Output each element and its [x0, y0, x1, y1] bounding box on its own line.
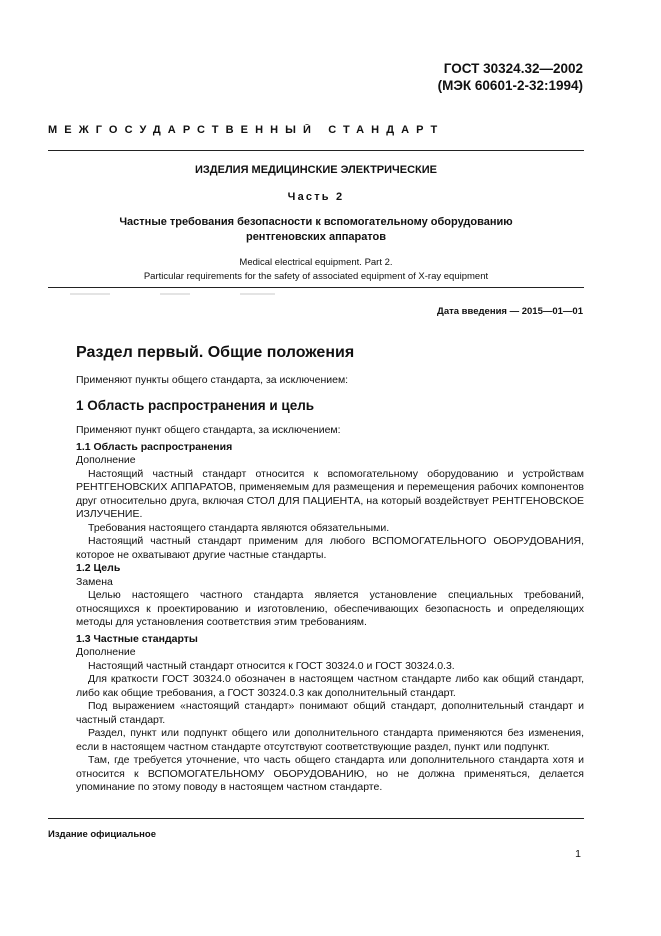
title-line-1: ИЗДЕЛИЯ МЕДИЦИНСКИЕ ЭЛЕКТРИЧЕСКИЕ — [194, 164, 438, 176]
title-line-2: Частные требования безопасности к вспомогательному оборудованию — [119, 216, 513, 228]
title-divider — [48, 287, 584, 288]
subclause-1-3-label: Дополнение — [76, 646, 136, 658]
introduction-date: Дата введения — 2015—01—01 — [437, 306, 583, 317]
title-ru — [48, 215, 584, 245]
title-en-line-2: Particular requirements for the safety of associated equipment of X-ray equipment — [143, 270, 489, 282]
footer-divider — [48, 818, 584, 819]
paragraph: Там, где требуется уточнение, что часть общего стандарта или дополнительного стандарта хотя и относится к ВСПОМОГАТЕЛЬНОМУ ОБОРУДОВАНИЮ, но не должна применяться, делается упоминание по этому поводу в настоящем частном стандарте. — [76, 754, 584, 793]
subclause-1-3-heading: 1.3 Частные стандарты — [76, 632, 198, 645]
subclause-1-2-label: Замена — [76, 575, 113, 588]
paragraph: Раздел, пункт или подпункт общего или дополнительного стандарта применяются без изменения, если в настоящем частном стандарте отсутствуют соответствующие раздел, пункт или подпункт. — [76, 727, 584, 753]
official-edition: Издание официальное — [48, 829, 156, 840]
paragraph: Целью настоящего частного стандарта является установление специальных требований, относящихся к проектированию и изготовлению, обеспечивающих безопасность и определяющих методы для установления соответствия этим требованиям. — [76, 589, 584, 628]
title-line-3: рентгеновских аппаратов — [245, 231, 387, 243]
faint-mark — [240, 293, 275, 295]
interstate-standard-banner: МЕЖГОСУДАРСТВЕННЫЙ СТАНДАРТ — [48, 124, 445, 136]
paragraph: Требования настоящего стандарта являются обязательными. — [88, 521, 390, 534]
title-part: Часть 2 — [287, 191, 345, 203]
title-en-line-1: Medical electrical equipment. Part 2. — [239, 257, 393, 268]
clause-1-intro: Применяют пункт общего стандарта, за исключением: — [76, 424, 341, 436]
paragraph: Для краткости ГОСТ 30324.0 обозначен в настоящем частном стандарте либо как общий стандарт, либо как общие требования, а ГОСТ 30324.0.3 как дополнительный стандарт. — [76, 673, 584, 699]
top-divider — [48, 150, 584, 151]
clause-1-heading: 1 Область распространения и цель — [76, 398, 315, 413]
standard-number: ГОСТ 30324.32—2002 — [443, 61, 583, 76]
section-intro-text: Применяют пункты общего стандарта, за исключением: — [76, 374, 349, 386]
faint-mark — [70, 293, 110, 295]
section-heading: Раздел первый. Общие положения — [76, 344, 355, 361]
paragraph: Настоящий частный стандарт применим для любого ВСПОМОГАТЕЛЬНОГО ОБОРУДОВАНИЯ, которое не охватывают другие частные стандарты. — [76, 535, 584, 561]
title-en — [48, 256, 584, 283]
subclause-1-1-heading: 1.1 Область распространения — [76, 440, 233, 453]
page-number: 1 — [575, 848, 581, 860]
subclause-1-2-heading: 1.2 Цель — [76, 562, 121, 574]
clause-1-body — [76, 424, 584, 795]
section-intro — [76, 374, 584, 388]
standard-designation — [438, 60, 583, 94]
faint-mark — [160, 293, 190, 295]
paragraph: Настоящий частный стандарт относится к ГОСТ 30324.0 и ГОСТ 30324.0.3. — [88, 659, 455, 672]
subclause-1-1-label: Дополнение — [76, 454, 136, 466]
paragraph: Под выражением «настоящий стандарт» понимают общий стандарт, дополнительный стандарт и частный стандарт. — [76, 700, 584, 726]
paragraph: Настоящий частный стандарт относится к вспомогательному оборудованию и устройствам РЕНТГЕНОВСКИХ АППАРАТОВ, применяемым для размещения и перемещения рабочих компонентов друг относительно друга, включая СТОЛ ДЛЯ ПАЦИЕНТА, на который воздействует РЕНТГЕНОВСКОЕ ИЗЛУЧЕНИЕ. — [76, 467, 584, 520]
iec-number: (МЭК 60601-2-32:1994) — [437, 78, 583, 93]
